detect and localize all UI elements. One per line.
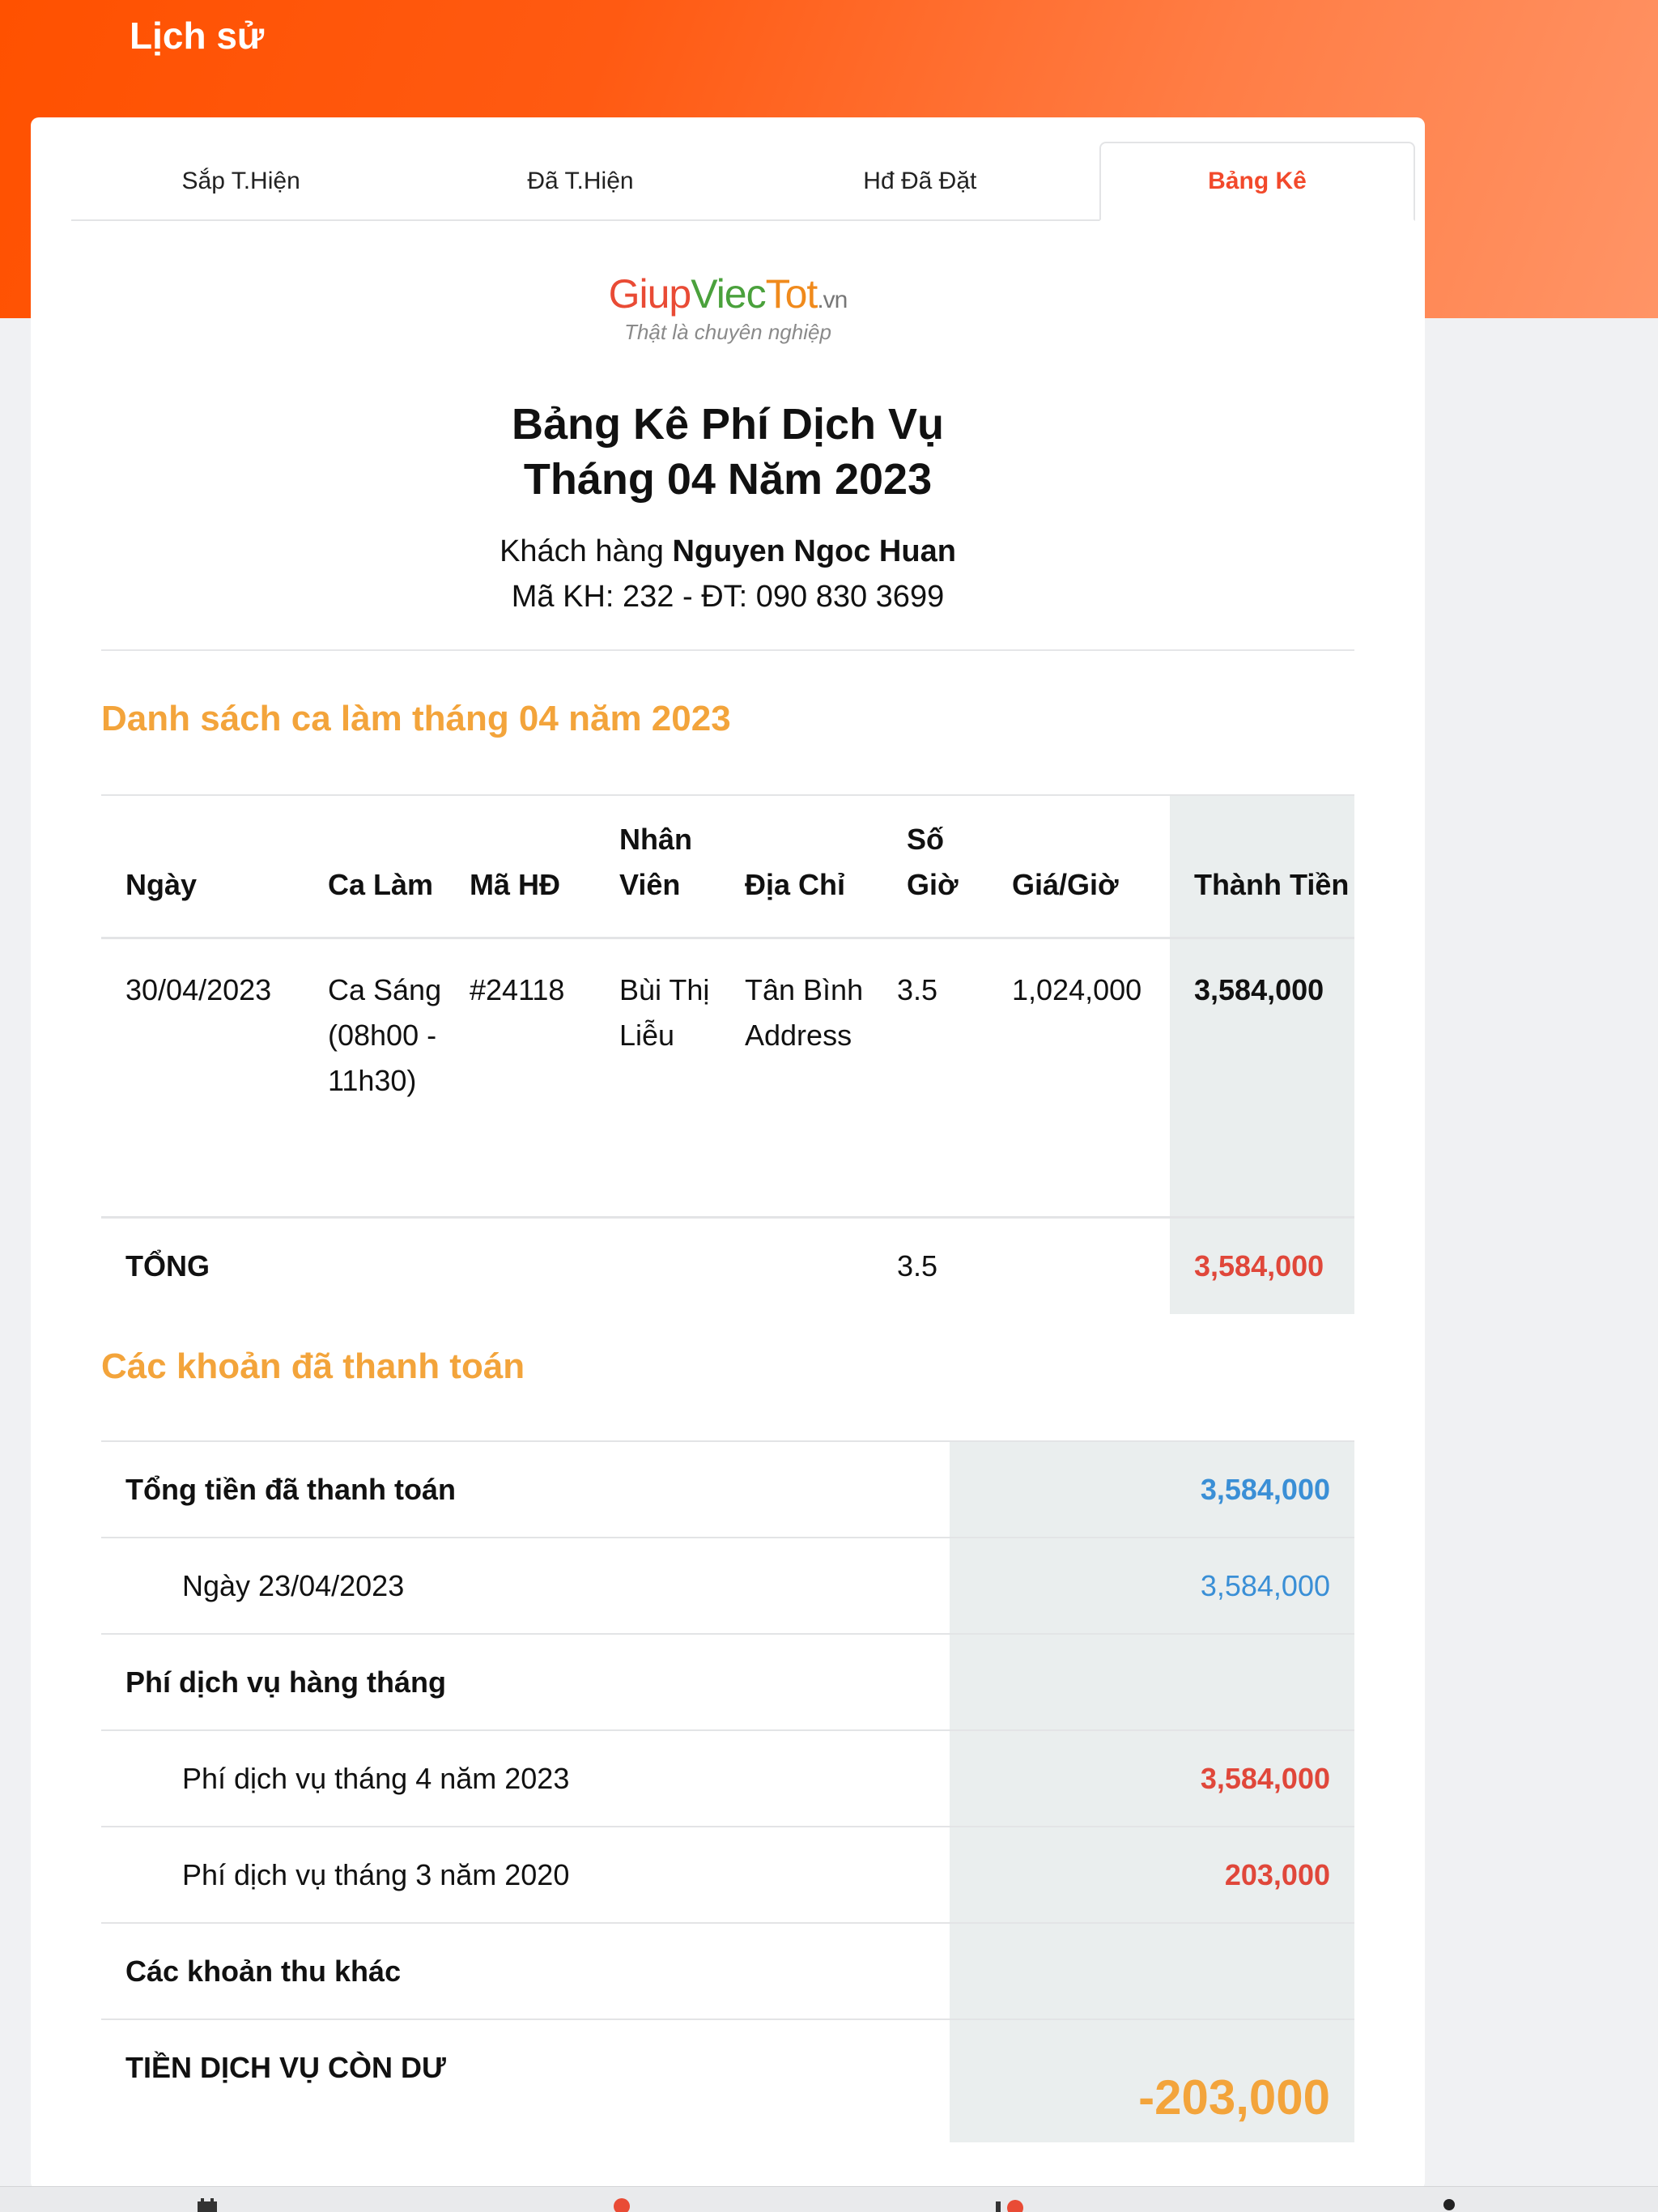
total-label: TỔNG <box>125 1249 210 1283</box>
payment-row <box>101 1730 1354 1827</box>
monthly-fee-value <box>950 1634 1354 1730</box>
balance-row <box>101 2019 1354 2142</box>
document-title-line2: Tháng 04 Năm 2023 <box>523 455 933 504</box>
tab-booked-contracts[interactable]: Hđ Đã Đặt <box>863 168 977 194</box>
payment-row <box>101 1538 1354 1634</box>
balance-value: -203,000 <box>950 2019 1354 2142</box>
paid-date-label: Ngày 23/04/2023 <box>101 1538 950 1634</box>
logo-part: Giup <box>608 271 691 317</box>
col-header-rate: Giá/Giờ <box>988 795 1170 938</box>
statement-card <box>31 117 1425 2190</box>
cell-shift: Ca Sáng (08h00 - 11h30) <box>304 938 445 1217</box>
customer-info <box>31 529 1425 619</box>
location-icon[interactable] <box>606 2197 638 2212</box>
monthly-fee-label: Phí dịch vụ hàng tháng <box>101 1634 950 1730</box>
shift-table <box>101 794 1354 1314</box>
col-header-amount: Thành Tiền <box>1170 795 1354 938</box>
brand-logo <box>31 271 1425 345</box>
payment-section-title: Các khoản đã thanh toán <box>101 1346 525 1386</box>
total-amount: 3,584,000 <box>1170 1217 1354 1314</box>
document-title-line1: Bảng Kê Phí Dịch Vụ <box>511 400 945 449</box>
document-title <box>31 397 1425 507</box>
fee-1-value: 3,584,000 <box>950 1730 1354 1827</box>
user-icon[interactable] <box>1433 2197 1465 2212</box>
fee-2-label: Phí dịch vụ tháng 3 năm 2020 <box>101 1827 950 1923</box>
payment-row <box>101 1923 1354 2019</box>
payment-row <box>101 1441 1354 1538</box>
other-fees-label: Các khoản thu khác <box>101 1923 950 2019</box>
tab-completed[interactable]: Đã T.Hiện <box>527 168 634 194</box>
page-title: Lịch sử <box>130 15 265 57</box>
cell-amount: 3,584,000 <box>1170 938 1354 1217</box>
total-paid-value: 3,584,000 <box>950 1441 1354 1538</box>
fee-1-label: Phí dịch vụ tháng 4 năm 2023 <box>101 1730 950 1827</box>
fee-2-value: 203,000 <box>950 1827 1354 1923</box>
cell-contract: #24118 <box>445 938 595 1217</box>
cell-address: Tân Bình Address <box>721 938 882 1217</box>
balance-label: TIỀN DỊCH VỤ CÒN DƯ <box>101 2019 950 2142</box>
payment-table <box>101 1440 1354 2142</box>
logo-part: Tot <box>765 271 818 317</box>
col-header-shift: Ca Làm <box>304 795 445 938</box>
cell-staff: Bùi Thị Liễu <box>595 938 721 1217</box>
total-paid-label: Tổng tiền đã thanh toán <box>101 1441 950 1538</box>
col-header-contract: Mã HĐ <box>445 795 595 938</box>
shift-section-title: Danh sách ca làm tháng 04 năm 2023 <box>101 699 731 738</box>
divider <box>101 649 1354 651</box>
payment-row <box>101 1827 1354 1923</box>
customer-meta: Mã KH: 232 - ĐT: 090 830 3699 <box>511 580 945 614</box>
table-row <box>101 938 1354 1217</box>
col-header-date: Ngày <box>101 795 304 938</box>
logo-part: .vn <box>817 287 848 313</box>
logo-part: Viec <box>691 271 766 317</box>
tab-statement[interactable]: Bảng Kê <box>1099 142 1415 221</box>
col-header-address: Địa Chỉ <box>721 795 882 938</box>
cell-rate: 1,024,000 <box>988 938 1170 1217</box>
total-hours: 3.5 <box>897 1249 938 1283</box>
customer-name: Nguyen Ngoc Huan <box>672 534 956 568</box>
customer-prefix: Khách hàng <box>500 534 664 568</box>
dollar-icon[interactable] <box>993 2197 1025 2212</box>
payment-row <box>101 1634 1354 1730</box>
cell-date: 30/04/2023 <box>101 938 304 1217</box>
bottom-nav <box>0 2186 1658 2212</box>
tab-bar <box>71 142 1415 221</box>
other-fees-value <box>950 1923 1354 2019</box>
col-header-staff: Nhân Viên <box>595 795 721 938</box>
col-header-hours: Số Giờ <box>882 795 988 938</box>
paid-date-value: 3,584,000 <box>950 1538 1354 1634</box>
cell-hours: 3.5 <box>882 938 988 1217</box>
table-header-row <box>101 795 1354 938</box>
total-row <box>101 1217 1354 1314</box>
calendar-icon[interactable] <box>191 2197 223 2212</box>
logo-tagline: Thật là chuyên nghiệp <box>624 320 831 344</box>
tab-upcoming[interactable]: Sắp T.Hiện <box>181 168 300 194</box>
